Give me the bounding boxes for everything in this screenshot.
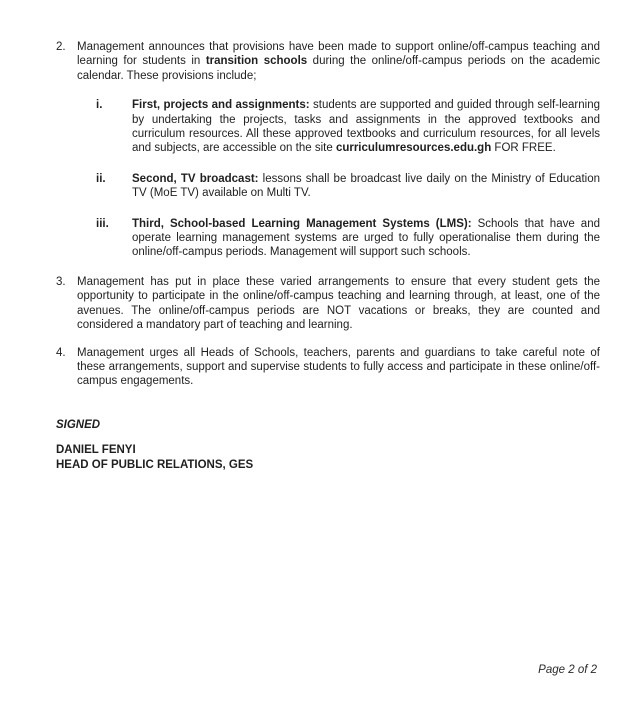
numbered-item-2 bbox=[56, 40, 600, 262]
roman-sublist bbox=[77, 98, 600, 260]
item-body bbox=[77, 275, 600, 333]
subitem-paragraph: First, projects and assignments: students are supported and guided through self-learning by undertaking the projects, tasks and assignments in the approved textbooks and curriculum resources. All these approved textbooks and curriculum resources, for all levels and subjects, are accessible on the site curriculumresources.edu.gh FOR FREE. bbox=[132, 99, 601, 155]
subitem-numeral: i. bbox=[96, 99, 103, 112]
subitem-numeral: iii. bbox=[96, 217, 109, 230]
subitem-paragraph: Third, School-based Learning Management Systems (LMS): Schools that have and operate learning management systems are urged to fully operationalise them during the online/off-campus periods. Management will support such schools. bbox=[132, 217, 600, 259]
numbered-item-3 bbox=[56, 275, 600, 333]
item-paragraph: Management urges all Heads of Schools, teachers, parents and guardians to take careful note of these arrangements, support and supervise students to fully access and participate in these online/off-campus engagements. bbox=[77, 346, 600, 388]
subitem-paragraph: Second, TV broadcast: lessons shall be broadcast live daily on the Ministry of Education TV (MoE TV) available on Multi TV. bbox=[132, 172, 600, 200]
subitem-iii bbox=[96, 217, 600, 260]
item-body bbox=[77, 346, 600, 389]
item-number: 4. bbox=[56, 346, 66, 359]
item-number: 3. bbox=[56, 275, 66, 288]
item-body bbox=[77, 40, 600, 262]
page-number: Page 2 of 2 bbox=[538, 664, 597, 676]
item-paragraph: Management has put in place these varied arrangements to ensure that every student gets the opportunity to participate in the online/off-campus teaching and learning through, at least, one of the avenues. The online/off-campus periods are NOT vacations or breaks, they are counted and considered a mandatory part of teaching and learning. bbox=[77, 275, 600, 332]
item-paragraph: Management announces that provisions have been made to support online/off-campus teaching and learning for students in transition schools during the online/off-campus periods on the academic calendar. These provisions include; bbox=[77, 41, 600, 82]
item-number: 2. bbox=[56, 41, 66, 53]
signatory-title: HEAD OF PUBLIC RELATIONS, GES bbox=[56, 458, 254, 471]
numbered-item-4 bbox=[56, 346, 600, 389]
subitem-numeral: ii. bbox=[96, 172, 106, 185]
subitem-ii bbox=[96, 172, 600, 201]
signed-label: SIGNED bbox=[56, 418, 101, 431]
subitem-i bbox=[96, 98, 600, 156]
signatory-name: DANIEL FENYI bbox=[56, 444, 136, 457]
